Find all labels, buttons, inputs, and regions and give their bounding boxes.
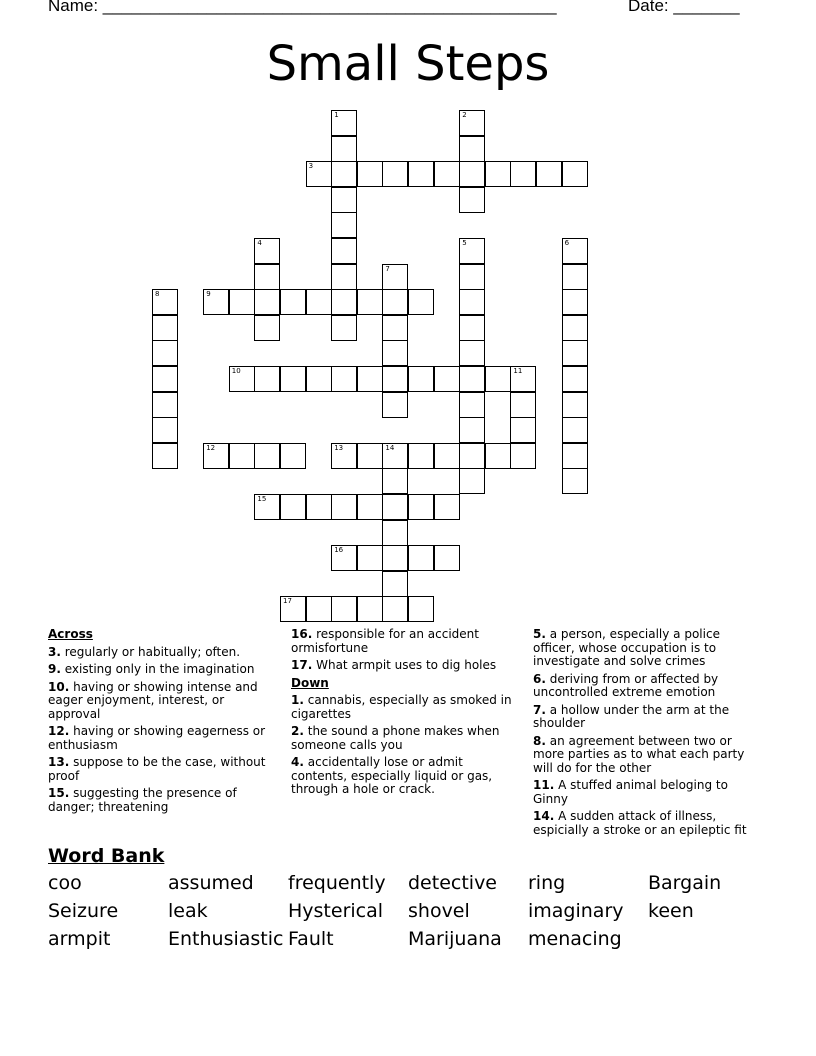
crossword-cell[interactable] (280, 366, 306, 392)
crossword-cell[interactable] (562, 366, 588, 392)
crossword-cell[interactable] (459, 110, 485, 136)
crossword-cell[interactable] (357, 545, 383, 571)
across-heading: Across (48, 627, 93, 641)
crossword-cell[interactable] (408, 494, 434, 520)
crossword-cell[interactable] (331, 187, 357, 213)
crossword-cell[interactable] (152, 366, 178, 392)
crossword-cell[interactable] (459, 417, 485, 443)
crossword-cell[interactable] (408, 545, 434, 571)
clue-across-9: 9. existing only in the imagination (48, 662, 255, 676)
crossword-cell[interactable] (382, 315, 408, 341)
clue-across-13: 13. suppose to be the case, without proof (48, 755, 266, 783)
crossword-cell[interactable] (485, 161, 511, 187)
crossword-cell[interactable] (152, 315, 178, 341)
crossword-cell[interactable] (203, 289, 229, 315)
word-bank-word: Marijuana (408, 928, 502, 950)
crossword-cell[interactable] (434, 494, 460, 520)
crossword-cell[interactable] (254, 289, 280, 315)
crossword-cell[interactable] (408, 366, 434, 392)
word-bank-word: keen (648, 900, 694, 922)
crossword-cell[interactable] (562, 289, 588, 315)
clue-number: 11 (513, 367, 523, 375)
crossword-cell[interactable] (331, 264, 357, 290)
word-bank-word: frequently (288, 872, 386, 894)
crossword-cell[interactable] (408, 443, 434, 469)
clue-number: 1 (334, 111, 339, 119)
crossword-cell[interactable] (331, 315, 357, 341)
clue-number: 9 (206, 290, 211, 299)
crossword-cell[interactable] (331, 545, 357, 571)
crossword-cell[interactable] (510, 161, 536, 187)
clue-number: 2 (462, 111, 467, 119)
crossword-cell[interactable] (382, 161, 408, 187)
clue-down-11: 11. A stuffed animal beloging to Ginny (533, 778, 728, 806)
crossword-cell[interactable] (306, 366, 332, 392)
crossword-cell[interactable] (459, 468, 485, 494)
crossword-cell[interactable] (459, 161, 485, 187)
crossword-cell[interactable] (152, 289, 178, 315)
crossword-cell[interactable] (254, 443, 280, 469)
crossword-cell[interactable] (331, 289, 357, 315)
crossword-cell[interactable] (382, 545, 408, 571)
crossword-cell[interactable] (357, 494, 383, 520)
crossword-cell[interactable] (229, 289, 255, 315)
crossword-cell[interactable] (382, 366, 408, 392)
clue-across-17: 17. What armpit uses to dig holes (291, 658, 497, 672)
clue-down-2: 2. the sound a phone makes when someone calls you (291, 724, 500, 752)
crossword-cell[interactable] (459, 136, 485, 162)
crossword-cell[interactable] (459, 315, 485, 341)
clue-down-4: 4. accidentally lose or admit contents, especially liquid or gas, through a hole or crack. (291, 755, 493, 796)
crossword-cell[interactable] (382, 494, 408, 520)
clue-down-7: 7. a hollow under the arm at the shoulder (533, 702, 730, 730)
crossword-cell[interactable] (306, 289, 332, 315)
crossword-cell[interactable] (357, 289, 383, 315)
crossword-cell[interactable] (510, 443, 536, 469)
crossword-cell[interactable] (306, 596, 332, 622)
crossword-cell[interactable] (459, 289, 485, 315)
crossword-cell[interactable] (280, 494, 306, 520)
crossword-cell[interactable] (562, 468, 588, 494)
clue-number: 8 (155, 290, 160, 299)
crossword-cell[interactable] (254, 264, 280, 290)
word-bank-word: Bargain (648, 872, 722, 894)
crossword-cell[interactable] (562, 238, 588, 264)
crossword-cell[interactable] (459, 443, 485, 469)
crossword-cell[interactable] (254, 494, 280, 520)
word-bank-word: assumed (168, 872, 254, 894)
clue-number: 14 (385, 443, 395, 452)
crossword-cell[interactable] (203, 443, 229, 469)
crossword-cell[interactable] (562, 392, 588, 418)
crossword-cell[interactable] (382, 520, 408, 546)
crossword-cell[interactable] (357, 443, 383, 469)
clue-number: 12 (206, 443, 216, 452)
crossword-cell[interactable] (382, 340, 408, 366)
clue-number: 15 (257, 495, 267, 503)
clue-down-6: 6. deriving from or affected by uncontrolled extreme emotion (533, 671, 719, 699)
clues-column-1 (48, 628, 270, 818)
word-bank-word: armpit (48, 928, 111, 950)
crossword-cell[interactable] (229, 443, 255, 469)
word-bank-title: Word Bank (48, 845, 165, 867)
crossword-cell[interactable] (459, 340, 485, 366)
crossword-cell[interactable] (408, 289, 434, 315)
crossword-cell[interactable] (382, 571, 408, 597)
crossword-cell[interactable] (408, 161, 434, 187)
crossword-cell[interactable] (434, 161, 460, 187)
clue-across-12: 12. having or showing eagerness or enthusiasm (48, 724, 266, 752)
date-line[interactable]: Date: _______ (628, 0, 740, 15)
crossword-cell[interactable] (459, 264, 485, 290)
clue-down-8: 8. an agreement between two or more parties as to what each party will do for the other (533, 733, 745, 775)
clue-number: 3 (308, 162, 314, 171)
clue-number: 6 (564, 239, 570, 247)
clue-number: 13 (334, 443, 344, 452)
crossword-cell[interactable] (280, 596, 306, 622)
word-bank-word: leak (168, 900, 208, 922)
crossword-cell[interactable] (152, 392, 178, 418)
crossword-cell[interactable] (254, 366, 280, 392)
crossword-cell[interactable] (229, 366, 255, 392)
crossword-cell[interactable] (434, 545, 460, 571)
clue-number: 4 (257, 239, 262, 247)
crossword-cell[interactable] (382, 468, 408, 494)
clue-number: 10 (231, 367, 241, 375)
word-bank-word: imaginary (528, 900, 624, 922)
word-bank-word: Enthusiastic (168, 928, 284, 950)
clue-number: 16 (334, 546, 344, 555)
clue-number: 17 (283, 597, 292, 606)
crossword-cell[interactable] (562, 315, 588, 341)
word-bank-word: Hysterical (288, 900, 384, 922)
clue-across-10: 10. having or showing intense and eager enjoyment, interest, or approval (48, 679, 258, 721)
down-heading: Down (291, 675, 329, 690)
crossword-cell[interactable] (510, 417, 536, 443)
crossword-cell[interactable] (434, 366, 460, 392)
crossword-cell[interactable] (331, 161, 357, 187)
word-bank-word: ring (528, 872, 566, 894)
crossword-cell[interactable] (562, 264, 588, 290)
word-bank-word: Seizure (48, 900, 119, 922)
crossword-cell[interactable] (331, 494, 357, 520)
crossword-cell[interactable] (562, 443, 588, 469)
crossword-cell[interactable] (562, 340, 588, 366)
crossword-cell[interactable] (382, 289, 408, 315)
clues-column-3 (533, 628, 763, 841)
crossword-cell[interactable] (562, 161, 588, 187)
crossword-cell[interactable] (382, 392, 408, 418)
crossword-cell[interactable] (485, 366, 511, 392)
crossword-cell[interactable] (357, 366, 383, 392)
crossword-cell[interactable] (331, 110, 357, 136)
clue-across-3: 3. regularly or habitually; often. (48, 644, 241, 659)
crossword-cell[interactable] (357, 596, 383, 622)
crossword-cell[interactable] (485, 443, 511, 469)
word-bank (48, 872, 768, 956)
crossword-cell[interactable] (382, 264, 408, 290)
crossword-cell[interactable] (152, 443, 178, 469)
clue-across-16: 16. responsible for an accident ormisfortune (291, 627, 479, 655)
crossword-cell[interactable] (459, 238, 485, 264)
crossword-cell[interactable] (152, 417, 178, 443)
crossword-cell[interactable] (459, 187, 485, 213)
crossword-cell[interactable] (331, 136, 357, 162)
crossword-cell[interactable] (254, 315, 280, 341)
crossword-cell[interactable] (382, 596, 408, 622)
crossword-cell[interactable] (434, 443, 460, 469)
crossword-cell[interactable] (510, 392, 536, 418)
clue-number: 7 (385, 264, 390, 273)
clue-across-15: 15. suggesting the presence of danger; threatening (48, 786, 237, 814)
clues-column-2 (291, 628, 513, 801)
puzzle-title: Small Steps (266, 36, 550, 92)
crossword-cell[interactable] (357, 161, 383, 187)
clue-number: 5 (462, 239, 467, 247)
word-bank-word: detective (408, 872, 497, 894)
crossword-cell[interactable] (459, 392, 485, 418)
crossword-cell[interactable] (280, 289, 306, 315)
crossword-cell[interactable] (510, 366, 536, 392)
clue-down-5: 5. a person, especially a police officer, whose occupation is to investigate and solve crimes (533, 627, 720, 668)
crossword-cell[interactable] (331, 596, 357, 622)
word-bank-word: shovel (408, 900, 470, 922)
crossword-cell[interactable] (331, 212, 357, 238)
crossword-cell[interactable] (459, 366, 485, 392)
crossword-cell[interactable] (382, 443, 408, 469)
word-bank-word: coo (48, 872, 82, 894)
crossword-cell[interactable] (536, 161, 562, 187)
crossword-cell[interactable] (280, 443, 306, 469)
clue-down-14: 14. A sudden attack of illness, espicially a stroke or an epileptic fit (533, 809, 747, 837)
crossword-cell[interactable] (562, 417, 588, 443)
crossword-cell[interactable] (331, 238, 357, 264)
crossword-cell[interactable] (331, 366, 357, 392)
crossword-cell[interactable] (254, 238, 280, 264)
crossword-cell[interactable] (306, 494, 332, 520)
crossword-cell[interactable] (152, 340, 178, 366)
crossword-cell[interactable] (331, 443, 357, 469)
word-bank-word: menacing (528, 928, 622, 950)
name-line[interactable]: Name: ________________________________________________ (48, 0, 557, 15)
crossword-cell[interactable] (408, 596, 434, 622)
word-bank-word: Fault (288, 928, 334, 950)
crossword-cell[interactable] (306, 161, 332, 187)
clue-down-1: 1. cannabis, especially as smoked in cigarettes (291, 693, 512, 721)
